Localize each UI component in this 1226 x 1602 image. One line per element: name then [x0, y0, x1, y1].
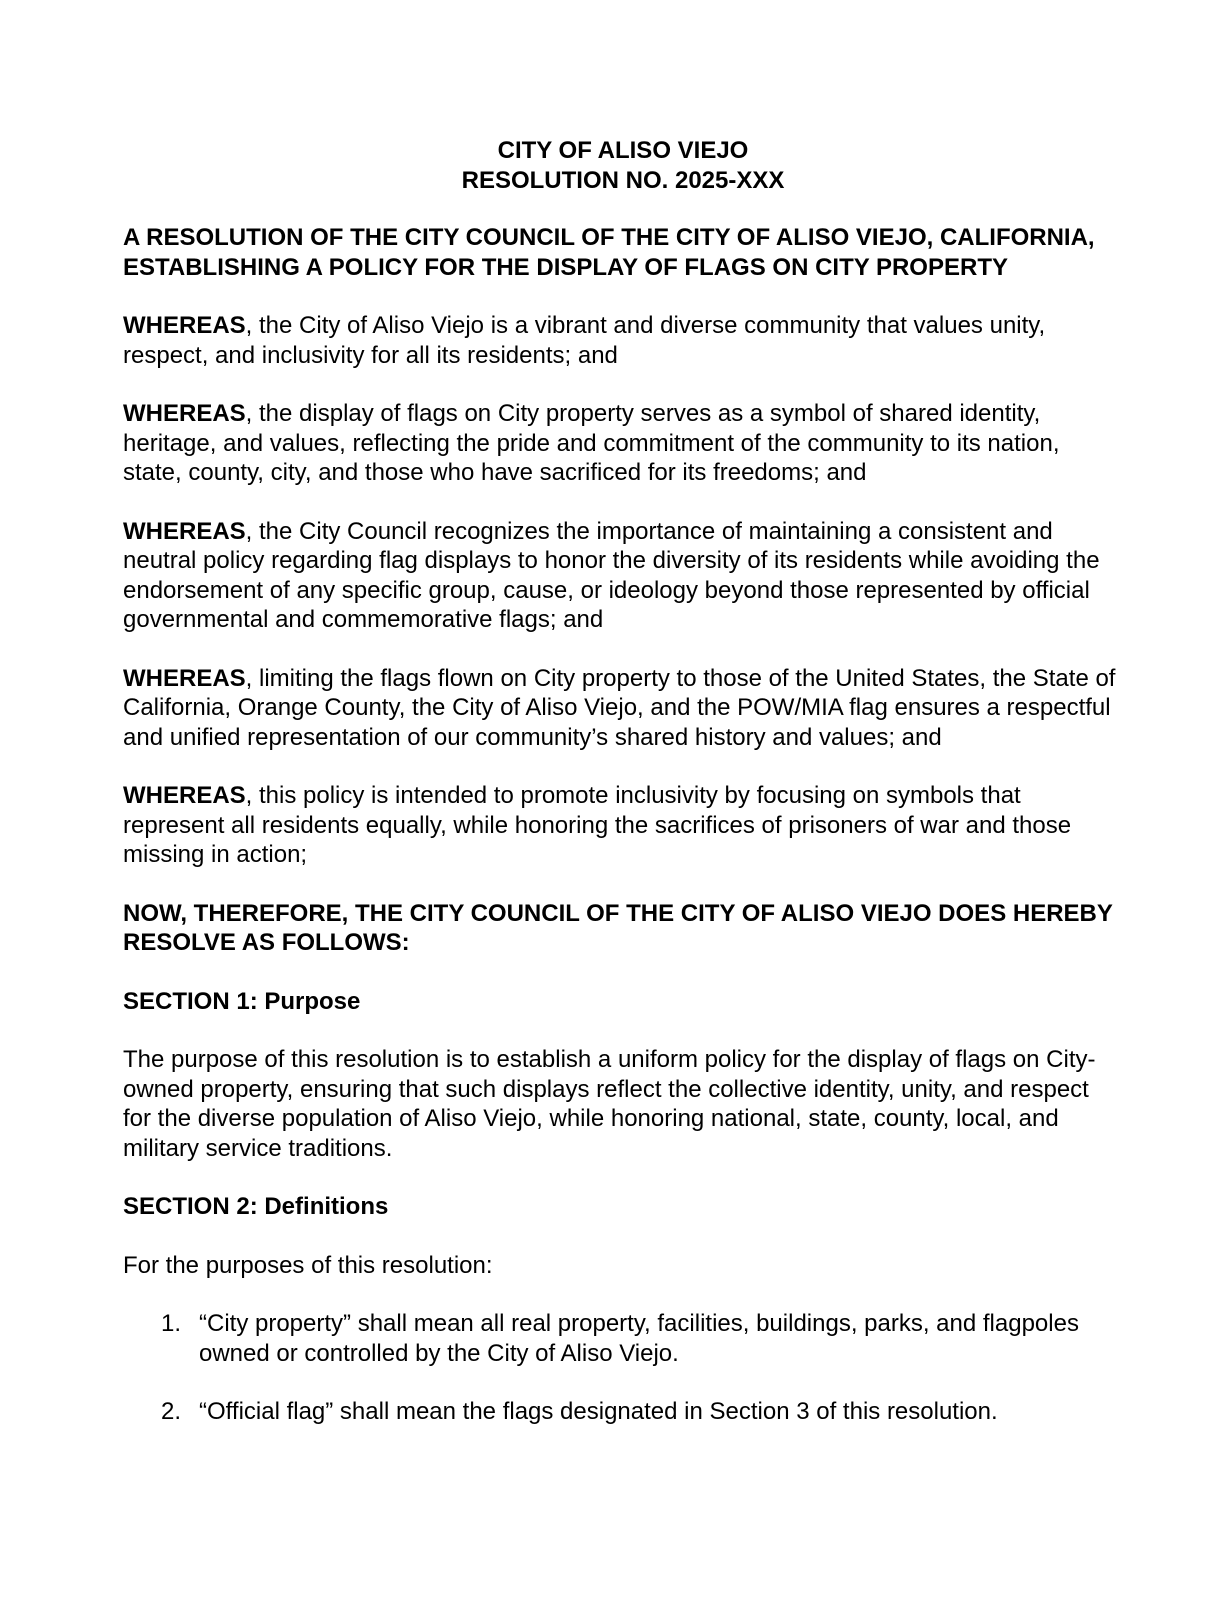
definitions-list [123, 1309, 1123, 1427]
whereas-text: , the display of flags on City property serves as a symbol of shared identity, heritage, and values, reflecting the pride and commitment of the community to its nation, state, county, city, and those who have sacrificed for its freedoms; and [123, 400, 1060, 486]
whereas-clause [123, 664, 1123, 753]
whereas-clause [123, 399, 1123, 488]
list-item-number: 2. [161, 1398, 182, 1425]
list-item-text: “Official flag” shall mean the flags designated in Section 3 of this resolution. [199, 1398, 998, 1425]
whereas-lead: WHEREAS [123, 312, 246, 339]
section-2-intro: For the purposes of this resolution: [123, 1251, 493, 1279]
section-2-heading: SECTION 2: Definitions [123, 1193, 389, 1220]
whereas-text: , this policy is intended to promote inclusivity by focusing on symbols that represent all residents equally, while honoring the sacrifices of prisoners of war and those missing in action; [123, 782, 1072, 868]
whereas-lead: WHEREAS [123, 664, 246, 692]
list-item-number: 1. [161, 1310, 182, 1337]
whereas-lead: WHEREAS [123, 400, 246, 427]
whereas-text: , the City Council recognizes the importance of maintaining a consistent and neutral policy regarding flag displays to honor the diversity of its residents while avoiding the endorsement of any specific group, cause, or ideology beyond those represented by official governmental and commemorative flags; and [123, 517, 1100, 633]
whereas-lead: WHEREAS [123, 782, 246, 809]
list-item [123, 1397, 1123, 1427]
whereas-text: , limiting the flags flown on City property to those of the United States, the State of California, Orange County, the City of Aliso Viejo, and the POW/MIA flag ensures a respectful and unified representation of our community’s shared history and values; and [123, 664, 1116, 751]
resolution-title: A RESOLUTION OF THE CITY COUNCIL OF THE CITY OF ALISO VIEJO, CALIFORNIA, ESTABLISHING A POLICY FOR THE DISPLAY OF FLAGS ON CITY PROPERTY [123, 224, 1095, 281]
section-1-body: The purpose of this resolution is to establish a uniform policy for the display of flags on City-owned property, ensuring that such displays reflect the collective identity, unity, and respect for the diverse population of Aliso Viejo, while honoring national, state, county, local, and military service traditions. [123, 1046, 1096, 1162]
document-header [123, 136, 1123, 195]
whereas-clause [123, 517, 1123, 635]
document-page [123, 136, 1123, 1456]
list-item [123, 1309, 1123, 1368]
whereas-text: , the City of Aliso Viejo is a vibrant and diverse community that values unity, respect, and inclusivity for all its residents; and [123, 312, 1046, 369]
whereas-clause [123, 311, 1123, 370]
therefore-clause: NOW, THEREFORE, THE CITY COUNCIL OF THE CITY OF ALISO VIEJO DOES HEREBY RESOLVE AS FOLLOWS: [123, 899, 1113, 956]
list-item-text: “City property” shall mean all real property, facilities, buildings, parks, and flagpoles owned or controlled by the City of Aliso Viejo. [199, 1310, 1079, 1367]
section-1-heading: SECTION 1: Purpose [123, 987, 361, 1015]
whereas-clause [123, 781, 1123, 870]
whereas-lead: WHEREAS [123, 517, 246, 545]
resolution-number: RESOLUTION NO. 2025-XXX [461, 166, 785, 194]
city-name: CITY OF ALISO VIEJO [497, 137, 749, 164]
